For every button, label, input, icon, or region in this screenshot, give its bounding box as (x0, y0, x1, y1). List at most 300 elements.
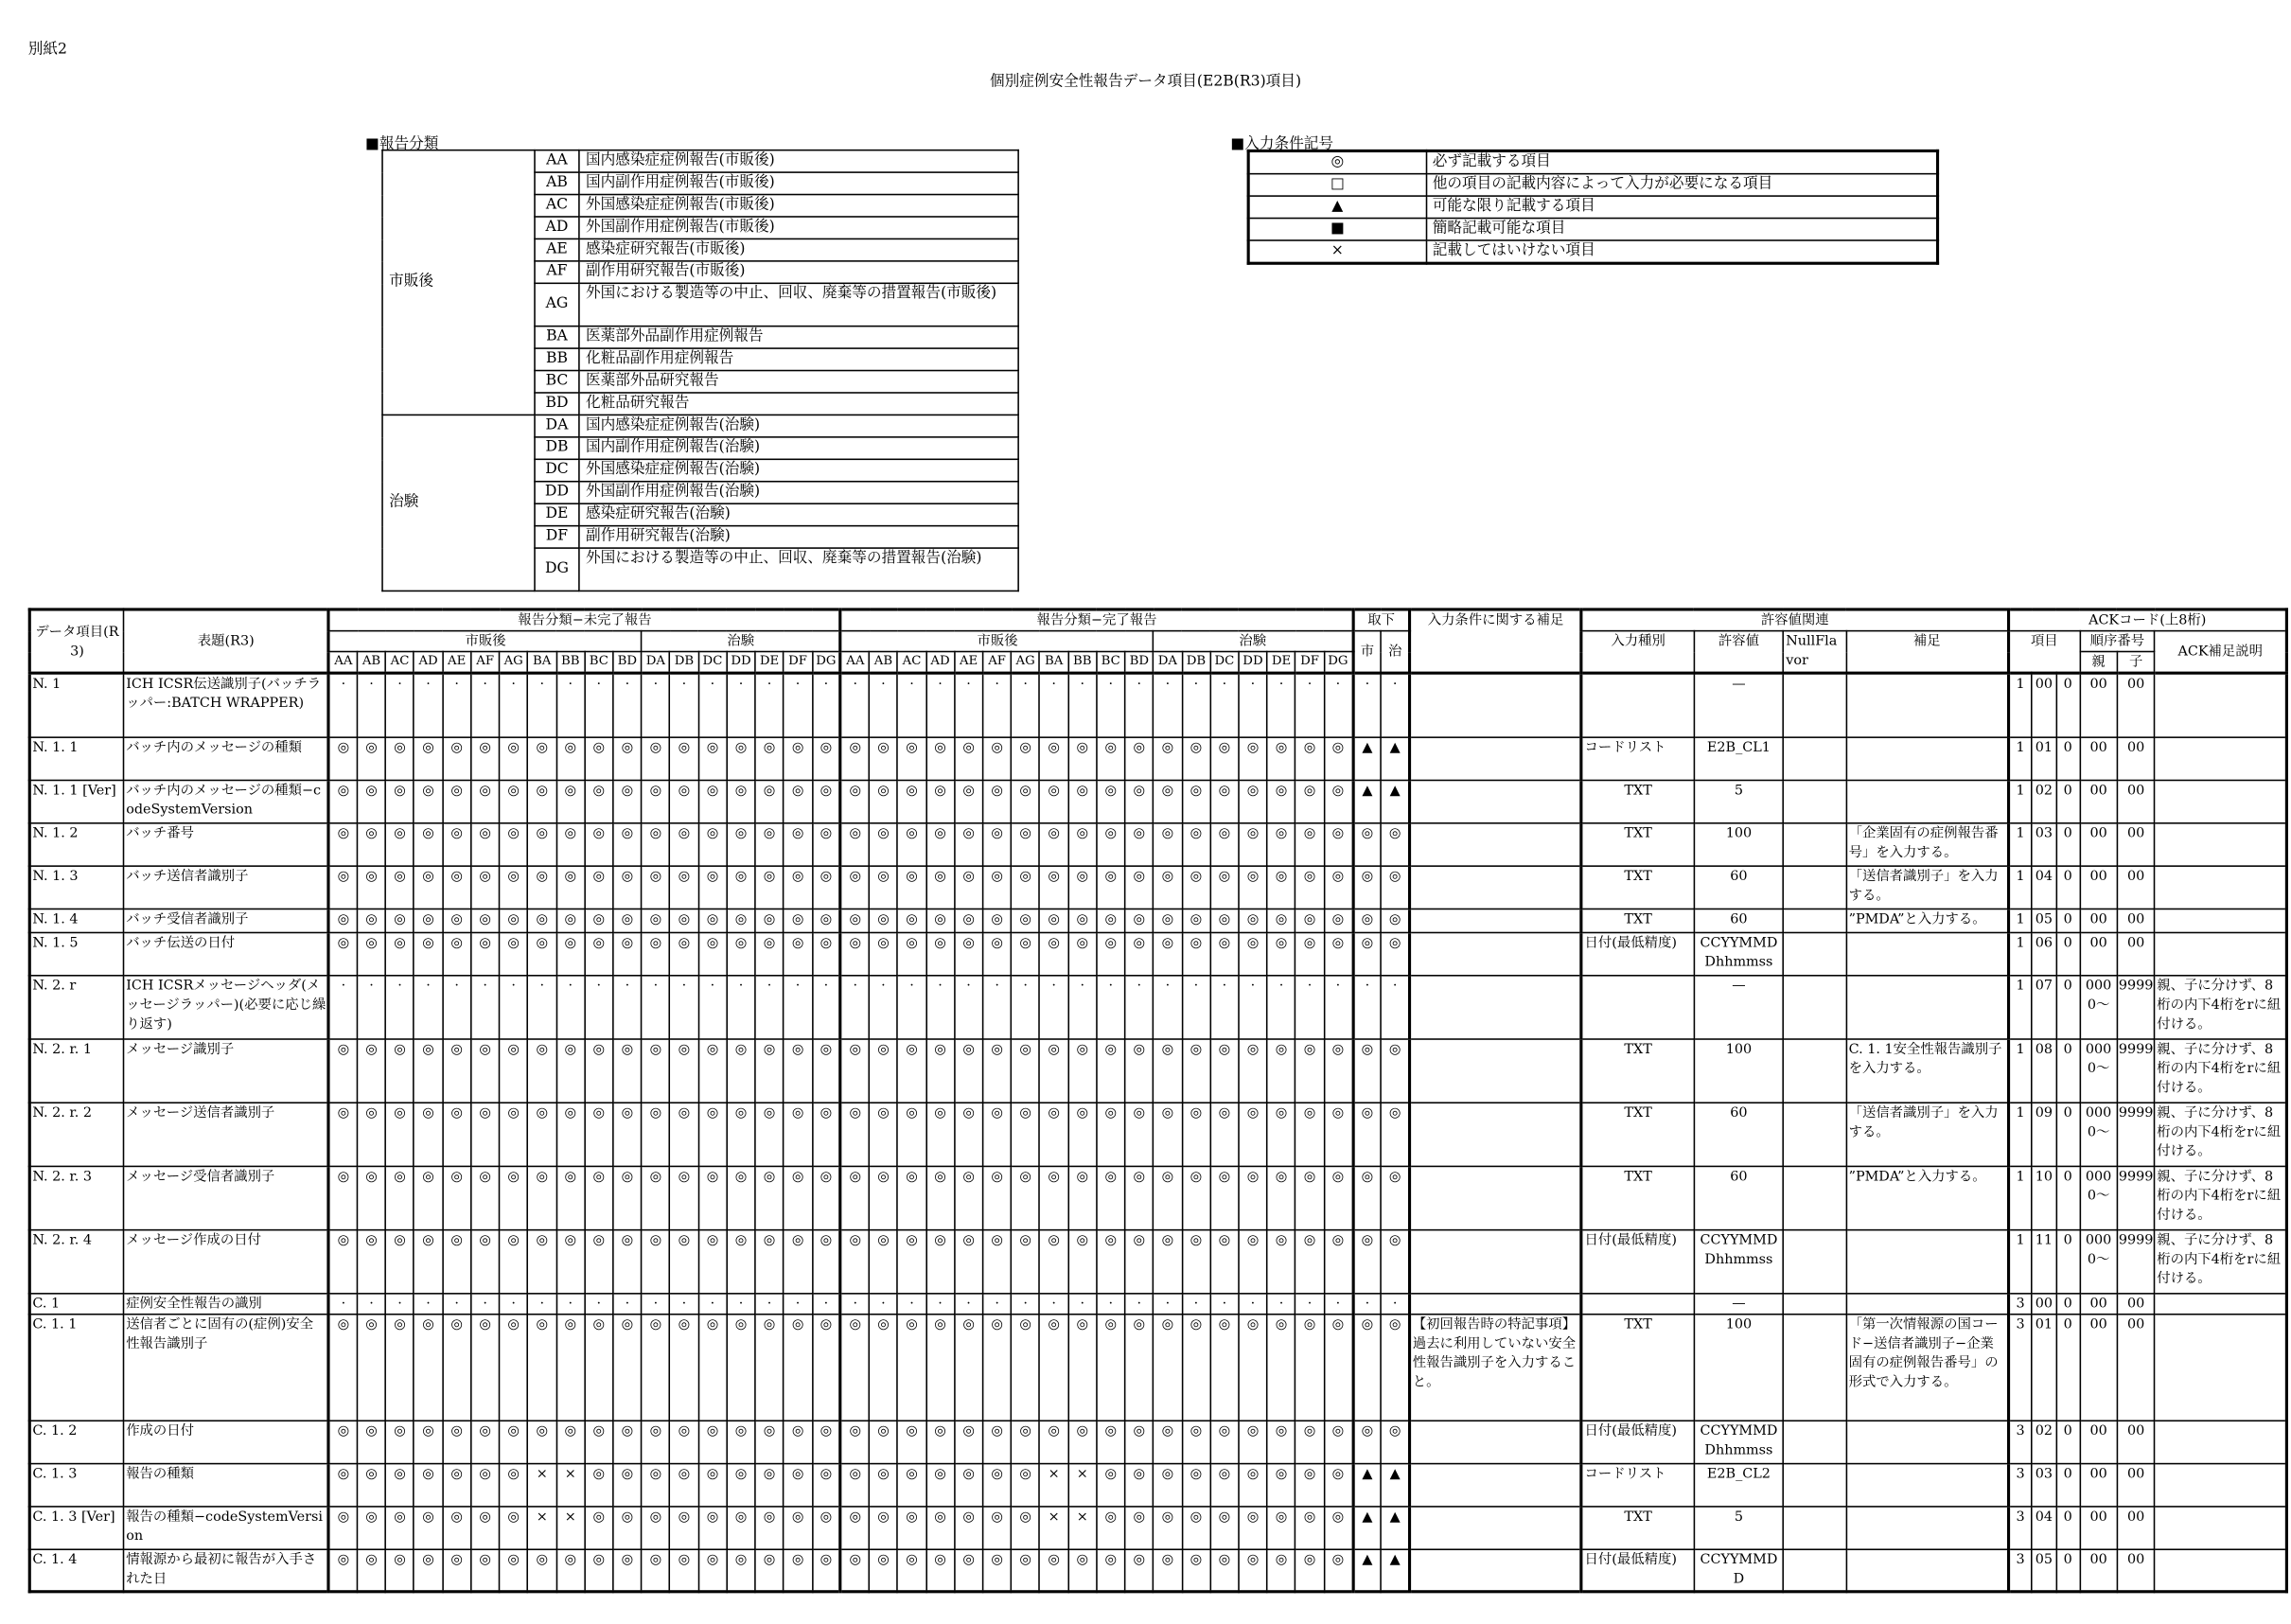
row-condition-mark: ◎ (755, 1166, 784, 1229)
header-code-bb: BB (556, 652, 585, 674)
row-condition-mark: ◎ (670, 1166, 698, 1229)
row-condition-mark: ◎ (528, 1102, 556, 1165)
header-note: 補足 (1846, 631, 2008, 674)
row-condition-mark: ◎ (1154, 1420, 1182, 1462)
row-condition-mark: ◎ (955, 1229, 983, 1293)
row-condition-mark: · (1210, 673, 1239, 736)
row-withdraw-trial: · (1382, 1293, 1410, 1314)
row-condition-mark: · (613, 975, 642, 1038)
row-condition-mark: ◎ (556, 1102, 585, 1165)
row-allowed-value: CCYYMMDDhhmmss (1694, 1229, 1784, 1293)
row-withdraw-market: ◎ (1353, 1229, 1382, 1293)
row-condition-mark: ◎ (670, 1463, 698, 1506)
report-class-code: BC (535, 371, 579, 393)
row-condition-mark: ◎ (1182, 1229, 1210, 1293)
row-condition-mark: · (983, 1293, 1012, 1314)
input-condition-row (1248, 150, 1937, 173)
row-condition-mark: ◎ (1012, 865, 1040, 908)
row-condition-mark: ◎ (357, 909, 385, 932)
row-supplement (1410, 932, 1582, 975)
row-condition-mark: ◎ (1040, 1102, 1068, 1165)
row-condition-mark: ◎ (414, 932, 443, 975)
row-condition-mark: ◎ (1182, 1102, 1210, 1165)
row-ack-parent: 00 (2080, 1506, 2118, 1548)
row-condition-mark: · (1040, 673, 1068, 736)
row-condition-mark: ◎ (1210, 865, 1239, 908)
row-ack-parent: 0000〜 (2080, 1229, 2118, 1293)
row-withdraw-trial: ▲ (1382, 1506, 1410, 1548)
row-data-item: C. 1 (29, 1293, 124, 1314)
row-condition-mark: ◎ (500, 736, 528, 779)
row-condition-mark: · (869, 975, 897, 1038)
row-nullflavor (1784, 1506, 1846, 1548)
row-condition-mark: ◎ (1295, 736, 1324, 779)
report-class-code: DA (535, 415, 579, 436)
row-condition-mark: ◎ (1267, 1038, 1295, 1102)
header-input-type: 入力種別 (1581, 631, 1694, 674)
row-withdraw-trial: · (1382, 673, 1410, 736)
row-condition-mark: ◎ (1182, 822, 1210, 865)
row-condition-mark: ◎ (983, 1506, 1012, 1548)
row-ack-3: 0 (2056, 1420, 2080, 1462)
row-condition-mark: ◎ (1154, 1166, 1182, 1229)
row-condition-mark: ◎ (755, 822, 784, 865)
row-condition-mark: ◎ (328, 1038, 357, 1102)
row-condition-mark: ◎ (926, 736, 955, 779)
row-condition-mark: ◎ (1097, 1506, 1125, 1548)
row-condition-mark: ◎ (840, 1506, 869, 1548)
row-condition-mark: ◎ (414, 865, 443, 908)
report-class-code: DE (535, 503, 579, 525)
row-caption: メッセージ受信者識別子 (124, 1166, 329, 1229)
report-class-label: 外国感染症症例報告(市販後) (579, 195, 1018, 217)
row-condition-mark: ◎ (1267, 1166, 1295, 1229)
row-condition-mark: ◎ (926, 1166, 955, 1229)
row-condition-mark: ◎ (727, 1166, 755, 1229)
row-condition-mark: ◎ (500, 1463, 528, 1506)
row-allowed-value: E2B_CL2 (1694, 1463, 1784, 1506)
row-ack-parent: 00 (2080, 865, 2118, 908)
row-condition-mark: ◎ (613, 780, 642, 822)
row-condition-mark: ◎ (1210, 822, 1239, 865)
row-condition-mark: · (1182, 673, 1210, 736)
report-class-code: AA (535, 150, 579, 172)
row-condition-mark: · (1125, 1293, 1154, 1314)
row-supplement (1410, 909, 1582, 932)
header-data-item: データ項目(R3) (29, 609, 124, 673)
row-note (1846, 736, 2008, 779)
row-condition-mark: ◎ (1154, 736, 1182, 779)
row-condition-mark: ◎ (386, 1506, 414, 1548)
row-condition-mark: ◎ (897, 909, 925, 932)
header-code-dd: DD (727, 652, 755, 674)
row-condition-mark: ◎ (755, 1229, 784, 1293)
row-condition-mark: ◎ (471, 932, 500, 975)
row-condition-mark: ◎ (328, 1548, 357, 1591)
row-condition-mark: ◎ (642, 822, 670, 865)
row-condition-mark: ◎ (727, 1506, 755, 1548)
row-data-item: N. 2. r. 1 (29, 1038, 124, 1102)
row-condition-mark: ◎ (1154, 1038, 1182, 1102)
row-note (1846, 780, 2008, 822)
row-withdraw-market: ▲ (1353, 1463, 1382, 1506)
row-condition-mark: ◎ (1154, 1102, 1182, 1165)
report-class-label: 外国副作用症例報告(市販後) (579, 217, 1018, 238)
row-condition-mark: · (471, 1293, 500, 1314)
row-condition-mark: ◎ (897, 865, 925, 908)
row-condition-mark: ◎ (642, 1314, 670, 1421)
row-condition-mark: ◎ (1097, 1463, 1125, 1506)
header-code-db: DB (670, 652, 698, 674)
row-condition-mark: ◎ (955, 1314, 983, 1421)
row-note: ”PMDA”と入力する。 (1846, 909, 2008, 932)
row-condition-mark: ◎ (812, 1548, 840, 1591)
row-condition-mark: ◎ (1239, 1463, 1267, 1506)
table-row (29, 736, 2286, 779)
row-condition-mark: · (1097, 673, 1125, 736)
row-condition-mark: ◎ (1097, 865, 1125, 908)
row-condition-mark: × (528, 1463, 556, 1506)
row-ack-3: 0 (2056, 1548, 2080, 1591)
row-withdraw-trial: ▲ (1382, 1548, 1410, 1591)
row-condition-mark: ◎ (983, 909, 1012, 932)
row-condition-mark: ◎ (642, 1506, 670, 1548)
row-condition-mark: ◎ (414, 1548, 443, 1591)
row-condition-mark: ◎ (443, 909, 471, 932)
row-condition-mark: ◎ (1182, 1548, 1210, 1591)
row-condition-mark: ◎ (727, 1548, 755, 1591)
row-condition-mark: ◎ (1324, 822, 1352, 865)
row-condition-mark: · (840, 975, 869, 1038)
row-condition-mark: ◎ (1295, 1102, 1324, 1165)
row-condition-mark: ◎ (613, 932, 642, 975)
row-condition-mark: ◎ (528, 909, 556, 932)
header-wd-market: 市 (1353, 631, 1382, 674)
row-condition-mark: ◎ (328, 865, 357, 908)
row-condition-mark: ◎ (727, 1229, 755, 1293)
row-note: 「送信者識別子」を入力する。 (1846, 1102, 2008, 1165)
row-condition-mark: ◎ (869, 822, 897, 865)
row-condition-mark: · (1267, 975, 1295, 1038)
row-ack-note (2155, 932, 2287, 975)
header-code-dc: DC (698, 652, 727, 674)
header-trial: 治験 (1154, 631, 1353, 652)
row-condition-mark: ◎ (1097, 736, 1125, 779)
row-condition-mark: ◎ (897, 822, 925, 865)
row-condition-mark: ◎ (1239, 865, 1267, 908)
row-withdraw-market: ◎ (1353, 1420, 1382, 1462)
row-condition-mark: · (1324, 1293, 1352, 1314)
row-condition-mark: ◎ (1267, 865, 1295, 908)
header-code-ag: AG (500, 652, 528, 674)
row-ack-note (2155, 822, 2287, 865)
row-condition-mark: ◎ (357, 1102, 385, 1165)
row-condition-mark: ◎ (1324, 1166, 1352, 1229)
row-withdraw-market: ▲ (1353, 780, 1382, 822)
row-condition-mark: ◎ (1012, 1506, 1040, 1548)
header-item: 項目 (2008, 631, 2080, 674)
table-row (29, 780, 2286, 822)
row-ack-parent: 0000〜 (2080, 1166, 2118, 1229)
row-withdraw-market: ▲ (1353, 1506, 1382, 1548)
row-condition-mark: ◎ (1324, 909, 1352, 932)
row-condition-mark: ◎ (1267, 1420, 1295, 1462)
row-ack-3: 0 (2056, 1314, 2080, 1421)
row-condition-mark: ◎ (386, 736, 414, 779)
row-condition-mark: ◎ (1040, 1548, 1068, 1591)
row-caption: ICH ICSR伝送識別子(バッチラッパー:BATCH WRAPPER) (124, 673, 329, 736)
row-caption: 送信者ごとに固有の(症例)安全性報告識別子 (124, 1314, 329, 1421)
row-ack-1: 3 (2008, 1314, 2032, 1421)
row-condition-mark: ◎ (926, 1420, 955, 1462)
condition-label: 記載してはいけない項目 (1426, 240, 1938, 263)
row-condition-mark: · (727, 1293, 755, 1314)
row-condition-mark: ◎ (784, 1420, 812, 1462)
row-condition-mark: ◎ (1154, 780, 1182, 822)
row-condition-mark: ◎ (1267, 1314, 1295, 1421)
row-condition-mark: · (556, 673, 585, 736)
header-code-ba: BA (1040, 652, 1068, 674)
row-condition-mark: ◎ (784, 1229, 812, 1293)
row-condition-mark: ◎ (1012, 932, 1040, 975)
row-nullflavor (1784, 1463, 1846, 1506)
row-withdraw-trial: ◎ (1382, 1229, 1410, 1293)
row-condition-mark: ◎ (386, 780, 414, 822)
row-supplement (1410, 780, 1582, 822)
row-condition-mark: ◎ (613, 1506, 642, 1548)
row-note (1846, 1293, 2008, 1314)
row-condition-mark: · (443, 1293, 471, 1314)
row-supplement (1410, 1463, 1582, 1506)
row-condition-mark: × (556, 1506, 585, 1548)
row-input-type (1581, 975, 1694, 1038)
row-ack-2: 11 (2032, 1229, 2055, 1293)
row-condition-mark: ◎ (784, 1506, 812, 1548)
row-condition-mark: ◎ (556, 1166, 585, 1229)
row-condition-mark: · (1239, 1293, 1267, 1314)
row-condition-mark: ◎ (755, 1102, 784, 1165)
row-condition-mark: ◎ (670, 932, 698, 975)
row-condition-mark: ◎ (840, 932, 869, 975)
row-condition-mark: · (897, 673, 925, 736)
row-condition-mark: · (556, 975, 585, 1038)
row-condition-mark: ◎ (1295, 909, 1324, 932)
row-condition-mark: ◎ (869, 1548, 897, 1591)
row-data-item: C. 1. 4 (29, 1548, 124, 1591)
row-withdraw-trial: ▲ (1382, 780, 1410, 822)
row-ack-child: 00 (2117, 1548, 2155, 1591)
row-condition-mark: · (670, 975, 698, 1038)
row-allowed-value: — (1694, 975, 1784, 1038)
row-ack-parent: 00 (2080, 909, 2118, 932)
row-condition-mark: ◎ (642, 1548, 670, 1591)
row-condition-mark: ◎ (386, 822, 414, 865)
row-condition-mark: · (386, 975, 414, 1038)
row-condition-mark: ◎ (1040, 865, 1068, 908)
row-condition-mark: ◎ (897, 1166, 925, 1229)
row-condition-mark: ◎ (784, 1314, 812, 1421)
row-condition-mark: ◎ (528, 932, 556, 975)
row-ack-note (2155, 673, 2287, 736)
row-condition-mark: ◎ (1012, 1166, 1040, 1229)
row-condition-mark: ◎ (585, 1548, 613, 1591)
row-condition-mark: ◎ (1040, 780, 1068, 822)
row-allowed-value: — (1694, 673, 1784, 736)
row-nullflavor (1784, 1420, 1846, 1462)
table-row (29, 1506, 2286, 1548)
doc-label: 別紙2 (27, 41, 67, 58)
report-class-label: 国内感染症症例報告(治験) (579, 415, 1018, 436)
row-withdraw-market: ◎ (1353, 1314, 1382, 1421)
row-condition-mark: · (955, 1293, 983, 1314)
row-condition-mark: ◎ (528, 780, 556, 822)
condition-symbol: ▲ (1248, 196, 1426, 218)
row-condition-mark: ◎ (698, 1166, 727, 1229)
row-condition-mark: ◎ (1040, 1420, 1068, 1462)
row-condition-mark: ◎ (869, 865, 897, 908)
row-withdraw-market: · (1353, 1293, 1382, 1314)
row-condition-mark: · (642, 673, 670, 736)
row-condition-mark: ◎ (500, 1548, 528, 1591)
condition-symbol: ■ (1248, 219, 1426, 240)
row-condition-mark: ◎ (1040, 1229, 1068, 1293)
row-condition-mark: ◎ (556, 780, 585, 822)
row-ack-child: 00 (2117, 736, 2155, 779)
row-condition-mark: ◎ (1324, 780, 1352, 822)
row-condition-mark: ◎ (642, 932, 670, 975)
row-ack-3: 0 (2056, 975, 2080, 1038)
row-withdraw-trial: ◎ (1382, 1102, 1410, 1165)
row-ack-parent: 00 (2080, 780, 2118, 822)
row-ack-child: 00 (2117, 1293, 2155, 1314)
row-condition-mark: ◎ (840, 1229, 869, 1293)
row-condition-mark: ◎ (1324, 865, 1352, 908)
row-condition-mark: ◎ (755, 909, 784, 932)
row-condition-mark: · (1068, 673, 1097, 736)
table-row (29, 822, 2286, 865)
table-row (29, 865, 2286, 908)
row-condition-mark: ◎ (386, 1548, 414, 1591)
row-nullflavor (1784, 780, 1846, 822)
row-condition-mark: ◎ (1295, 1463, 1324, 1506)
row-condition-mark: ◎ (414, 736, 443, 779)
row-data-item: N. 2. r. 2 (29, 1102, 124, 1165)
row-condition-mark: ◎ (784, 1548, 812, 1591)
row-condition-mark: ◎ (1324, 736, 1352, 779)
row-ack-2: 03 (2032, 1463, 2055, 1506)
row-condition-mark: ◎ (471, 1548, 500, 1591)
report-class-code: AF (535, 261, 579, 283)
row-caption: バッチ伝送の日付 (124, 932, 329, 975)
row-condition-mark: ◎ (897, 1548, 925, 1591)
row-condition-mark: ◎ (784, 1102, 812, 1165)
row-ack-3: 0 (2056, 1463, 2080, 1506)
row-condition-mark: ◎ (983, 780, 1012, 822)
row-condition-mark: ◎ (642, 1038, 670, 1102)
header-code-ab: AB (869, 652, 897, 674)
row-condition-mark: ◎ (1182, 1038, 1210, 1102)
row-condition-mark: ◎ (1267, 1548, 1295, 1591)
row-condition-mark: ◎ (585, 1038, 613, 1102)
row-withdraw-market: · (1353, 975, 1382, 1038)
report-class-table (381, 150, 1019, 591)
row-note (1846, 673, 2008, 736)
row-condition-mark: ◎ (1210, 909, 1239, 932)
header-code-bc: BC (1097, 652, 1125, 674)
row-condition-mark: ◎ (869, 932, 897, 975)
row-allowed-value: 100 (1694, 822, 1784, 865)
row-condition-mark: ◎ (983, 1314, 1012, 1421)
header-code-ac: AC (386, 652, 414, 674)
row-ack-3: 0 (2056, 1293, 2080, 1314)
row-condition-mark: · (386, 1293, 414, 1314)
row-withdraw-trial: ▲ (1382, 1463, 1410, 1506)
row-ack-1: 1 (2008, 975, 2032, 1038)
row-ack-parent: 0000〜 (2080, 1038, 2118, 1102)
row-condition-mark: · (1040, 975, 1068, 1038)
row-condition-mark: · (812, 1293, 840, 1314)
header-code-af: AF (471, 652, 500, 674)
row-condition-mark: · (840, 673, 869, 736)
row-condition-mark: · (698, 1293, 727, 1314)
row-withdraw-trial: ▲ (1382, 736, 1410, 779)
row-ack-1: 1 (2008, 673, 2032, 736)
report-class-code: AG (535, 283, 579, 326)
row-condition-mark: ◎ (670, 1038, 698, 1102)
row-condition-mark: ◎ (1097, 1548, 1125, 1591)
row-condition-mark: ◎ (585, 932, 613, 975)
row-condition-mark: · (386, 673, 414, 736)
row-ack-note: 親、子に分けず、8桁の内下4桁をrに紐付ける。 (2155, 1166, 2287, 1229)
condition-symbol: □ (1248, 174, 1426, 196)
row-condition-mark: ◎ (500, 1229, 528, 1293)
row-condition-mark: · (698, 975, 727, 1038)
row-condition-mark: ◎ (812, 865, 840, 908)
row-condition-mark: · (698, 673, 727, 736)
row-condition-mark: ◎ (1210, 1506, 1239, 1548)
row-withdraw-trial: ◎ (1382, 909, 1410, 932)
row-condition-mark: ◎ (528, 1166, 556, 1229)
report-class-code: BB (535, 348, 579, 370)
row-condition-mark: ◎ (840, 865, 869, 908)
row-condition-mark: ◎ (528, 1038, 556, 1102)
row-condition-mark: · (727, 673, 755, 736)
row-ack-1: 1 (2008, 909, 2032, 932)
report-class-label: 感染症研究報告(市販後) (579, 238, 1018, 260)
report-class-label: 医薬部外品副作用症例報告 (579, 327, 1018, 348)
row-condition-mark: ◎ (1125, 1420, 1154, 1462)
header-code-dg: DG (812, 652, 840, 674)
row-condition-mark: ◎ (1182, 736, 1210, 779)
row-condition-mark: ◎ (1097, 1102, 1125, 1165)
row-condition-mark: ◎ (812, 780, 840, 822)
row-condition-mark: ◎ (585, 736, 613, 779)
row-condition-mark: ◎ (1154, 1229, 1182, 1293)
row-supplement (1410, 1038, 1582, 1102)
row-condition-mark: ◎ (386, 1314, 414, 1421)
row-withdraw-trial: ◎ (1382, 865, 1410, 908)
row-condition-mark: ◎ (556, 909, 585, 932)
report-class-code: AC (535, 195, 579, 217)
row-condition-mark: ◎ (443, 865, 471, 908)
row-ack-child: 00 (2117, 780, 2155, 822)
row-condition-mark: ◎ (784, 822, 812, 865)
row-ack-1: 1 (2008, 932, 2032, 975)
row-condition-mark: ◎ (955, 1038, 983, 1102)
row-condition-mark: ◎ (1210, 1548, 1239, 1591)
row-ack-parent: 00 (2080, 1463, 2118, 1506)
row-nullflavor (1784, 909, 1846, 932)
